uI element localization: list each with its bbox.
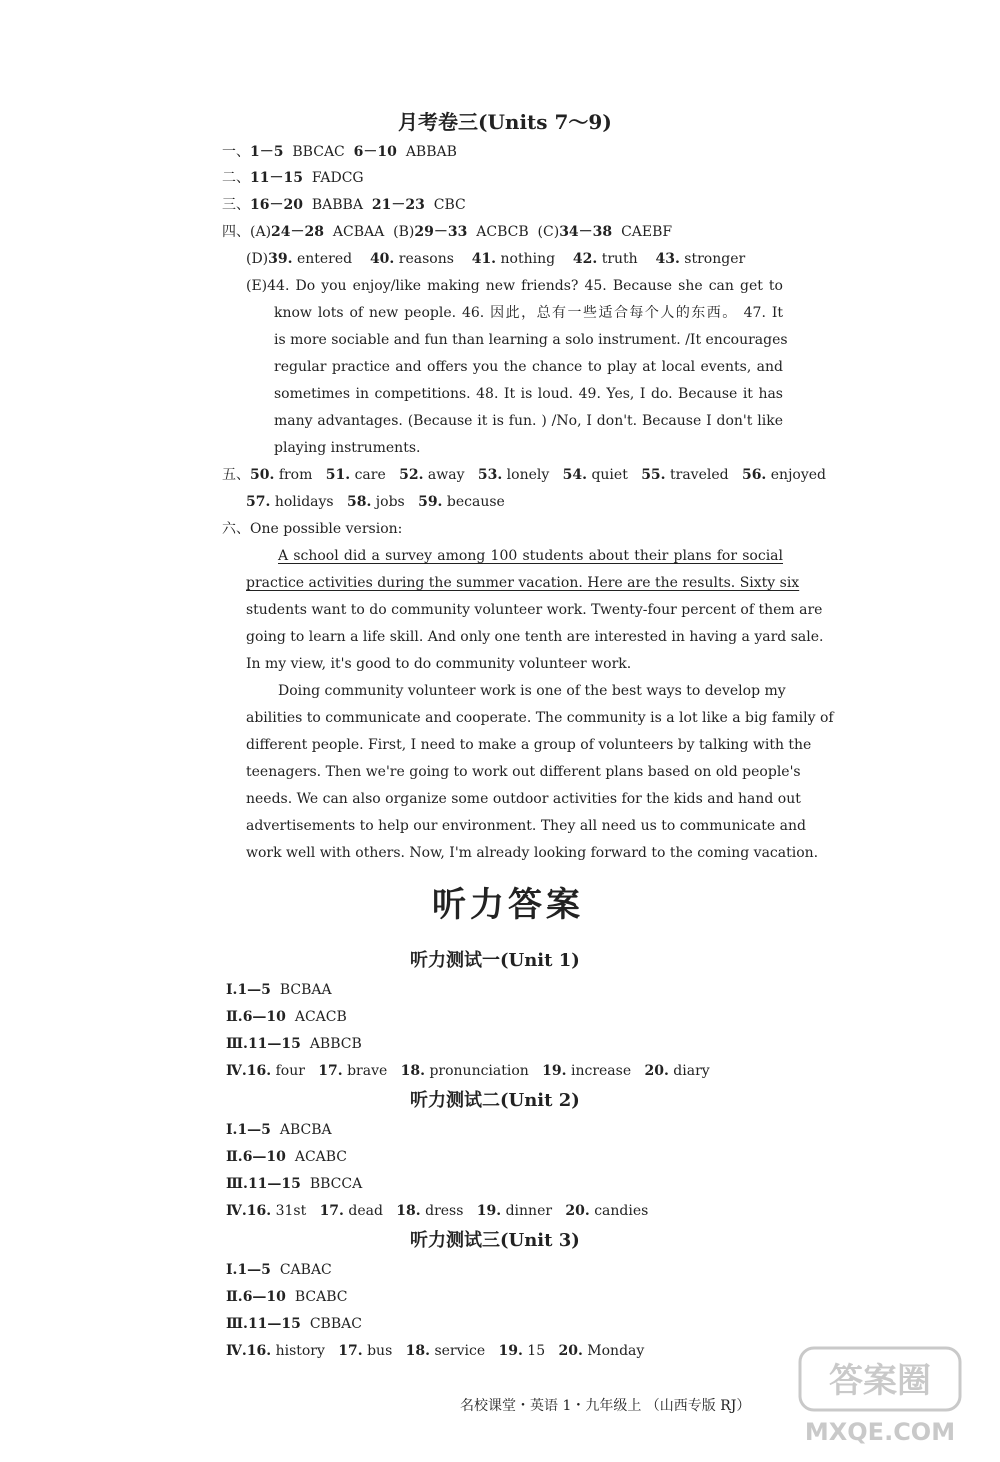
listening-row: Ⅰ.1—5 BCBAA bbox=[226, 982, 332, 998]
watermark-bottom-text: MXQE.COM bbox=[804, 1418, 956, 1446]
section-4-e-line: regular practice and offers you the chance to play at local events, and bbox=[274, 359, 783, 375]
section-1: 一、1－5 BBCAC 6－10 ABBAB bbox=[222, 144, 457, 160]
essay-line: abilities to communicate and cooperate. The community is a lot like a big family of bbox=[246, 710, 834, 726]
listening-test-title: 听力测试二(Unit 2) bbox=[410, 1090, 580, 1111]
listening-row: Ⅰ.1—5 CABAC bbox=[226, 1262, 332, 1278]
listening-row: Ⅳ.16. four 17. brave 18. pronunciation 19. increase 20. diary bbox=[226, 1063, 710, 1079]
listening-row: Ⅰ.1—5 ABCBA bbox=[226, 1122, 332, 1138]
section-4-d: (D)39. entered 40. reasons 41. nothing 42. truth 43. stronger bbox=[246, 251, 746, 267]
section-5-line2: 57. holidays 58. jobs 59. because bbox=[246, 494, 505, 510]
essay-line: Doing community volunteer work is one of the best ways to develop my bbox=[278, 683, 786, 699]
listening-row: Ⅱ.6—10 ACABC bbox=[226, 1149, 348, 1165]
exam-title: 月考卷三(Units 7～9) bbox=[398, 110, 612, 134]
section-6-label: 六、One possible version: bbox=[222, 521, 403, 537]
essay-line: going to learn a life skill. And only one tenth are interested in having a yard sale. bbox=[246, 629, 824, 645]
section-4-e-line: playing instruments. bbox=[274, 440, 421, 456]
listening-test-title: 听力测试三(Unit 3) bbox=[410, 1230, 580, 1251]
page-footer: 名校课堂・英语 1・九年级上 （山西专版 RJ） bbox=[460, 1398, 751, 1414]
essay-line: different people. First, I need to make a group of volunteers by talking with the bbox=[246, 737, 812, 753]
watermark-top-text: 答案圈 bbox=[829, 1361, 931, 1401]
section-4-e-line: is more sociable and fun than learning a solo instrument. /It encourages bbox=[274, 332, 788, 348]
listening-row: Ⅱ.6—10 BCABC bbox=[226, 1289, 348, 1305]
section-3: 三、16－20 BABBA 21－23 CBC bbox=[222, 197, 466, 213]
essay-line: A school did a survey among 100 students about their plans for social bbox=[278, 548, 783, 564]
essay-line: practice activities during the summer vacation. Here are the results. Sixty six bbox=[246, 575, 800, 591]
listening-row: Ⅲ.11—15 BBCCA bbox=[226, 1176, 363, 1192]
section-5: 五、50. from 51. care 52. away 53. lonely 54. quiet 55. traveled 56. enjoyed bbox=[222, 467, 826, 483]
essay-line: advertisements to help our environment. They all need us to communicate and bbox=[246, 818, 806, 834]
listening-test-title: 听力测试一(Unit 1) bbox=[410, 950, 580, 971]
section-4-e-line: (E)44. Do you enjoy/like making new friends? 45. Because she can get to bbox=[246, 278, 783, 294]
listening-row: Ⅳ.16. history 17. bus 18. service 19. 15 20. Monday bbox=[226, 1343, 645, 1359]
listening-row: Ⅳ.16. 31st 17. dead 18. dress 19. dinner 20. candies bbox=[226, 1203, 649, 1219]
essay-line: work well with others. Now, I'm already looking forward to the coming vacation. bbox=[246, 845, 819, 861]
watermark-icon bbox=[780, 1342, 980, 1452]
section-4-abc: 四、(A)24－28 ACBAA (B)29－33 ACBCB (C)34－38 CAEBF bbox=[222, 224, 673, 240]
section-4-e-line: sometimes in competitions. 48. It is loud. 49. Yes, I do. Because it has bbox=[274, 386, 783, 402]
essay-line: needs. We can also organize some outdoor activities for the kids and hand out bbox=[246, 791, 801, 807]
listening-title: 听力答案 bbox=[432, 885, 584, 925]
essay-line: students want to do community volunteer work. Twenty-four percent of them are bbox=[246, 602, 823, 618]
listening-row: Ⅲ.11—15 CBBAC bbox=[226, 1316, 362, 1332]
listening-row: Ⅱ.6—10 ACACB bbox=[226, 1009, 347, 1025]
watermark-logo bbox=[780, 1342, 980, 1452]
essay-line: teenagers. Then we're going to work out different plans based on old people's bbox=[246, 764, 801, 780]
section-4-e-line: know lots of new people. 46. 因此，总有一些适合每个人的东西。 47. It bbox=[274, 305, 783, 321]
section-4-e-line: many advantages. (Because it is fun. ) /No, I don't. Because I don't like bbox=[274, 413, 783, 429]
section-2: 二、11－15 FADCG bbox=[222, 170, 364, 186]
listening-row: Ⅲ.11—15 ABBCB bbox=[226, 1036, 362, 1052]
essay-line: In my view, it's good to do community volunteer work. bbox=[246, 656, 632, 672]
